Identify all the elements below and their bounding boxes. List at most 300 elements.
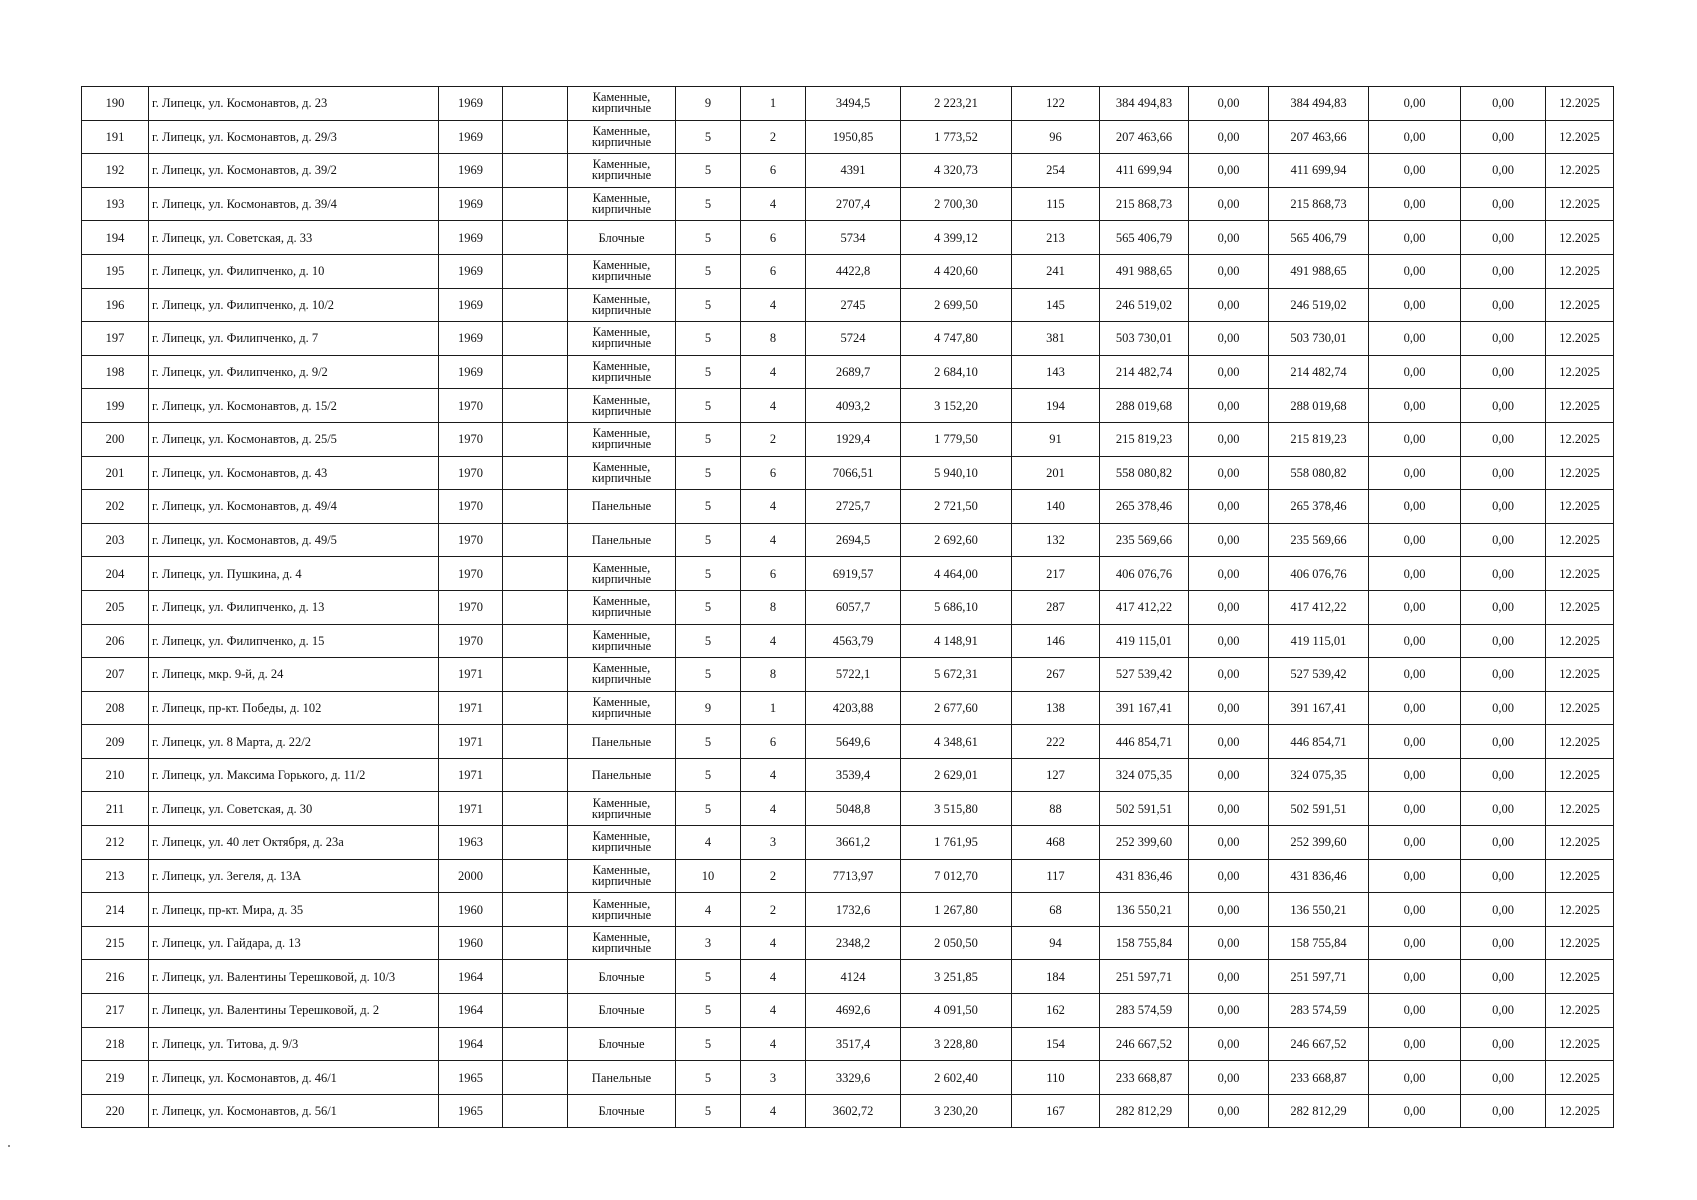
total-area-cell: 3539,4 [806, 758, 901, 792]
table-row [82, 893, 1614, 927]
entrances-cell: 8 [741, 322, 806, 356]
address-cell: г. Липецк, ул. Советская, д. 30 [149, 792, 439, 826]
total-area-cell: 3602,72 [806, 1094, 901, 1128]
entrances-cell: 6 [741, 557, 806, 591]
document-sheet [81, 86, 1613, 1128]
fund-d-cell: 0,00 [1461, 389, 1546, 423]
total-area-cell: 3329,6 [806, 1061, 901, 1095]
year-built-cell: 1969 [439, 322, 503, 356]
fund-a-cell: 0,00 [1189, 254, 1269, 288]
row-number: 195 [82, 254, 149, 288]
table-row [82, 288, 1614, 322]
residents-cell: 381 [1012, 322, 1100, 356]
fund-a-cell: 0,00 [1189, 758, 1269, 792]
empty-cell [503, 389, 568, 423]
floors-cell: 5 [676, 355, 741, 389]
fund-a-cell: 0,00 [1189, 1027, 1269, 1061]
address-cell: г. Липецк, ул. Максима Горького, д. 11/2 [149, 758, 439, 792]
entrances-cell: 6 [741, 725, 806, 759]
address-cell: г. Липецк, ул. Филипченко, д. 15 [149, 624, 439, 658]
residents-cell: 117 [1012, 859, 1100, 893]
fund-c-cell: 0,00 [1369, 826, 1461, 860]
fund-a-cell: 0,00 [1189, 322, 1269, 356]
wall-material-cell: Каменные, кирпичные [568, 624, 676, 658]
table-row [82, 926, 1614, 960]
row-number: 191 [82, 120, 149, 154]
fund-c-cell: 0,00 [1369, 456, 1461, 490]
deadline-cell: 12.2025 [1546, 87, 1614, 121]
total-cost-cell: 491 988,65 [1100, 254, 1189, 288]
total-cost-cell: 265 378,46 [1100, 490, 1189, 524]
total-area-cell: 2707,4 [806, 187, 901, 221]
total-area-cell: 4391 [806, 154, 901, 188]
row-number: 194 [82, 221, 149, 255]
residents-cell: 194 [1012, 389, 1100, 423]
fund-c-cell: 0,00 [1369, 926, 1461, 960]
fund-a-cell: 0,00 [1189, 557, 1269, 591]
year-built-cell: 1964 [439, 1027, 503, 1061]
wall-material-cell: Каменные, кирпичные [568, 590, 676, 624]
fund-c-cell: 0,00 [1369, 590, 1461, 624]
fund-b-cell: 233 668,87 [1269, 1061, 1369, 1095]
table-row [82, 120, 1614, 154]
fund-c-cell: 0,00 [1369, 523, 1461, 557]
total-cost-cell: 411 699,94 [1100, 154, 1189, 188]
address-cell: г. Липецк, ул. Космонавтов, д. 49/5 [149, 523, 439, 557]
total-cost-cell: 419 115,01 [1100, 624, 1189, 658]
fund-c-cell: 0,00 [1369, 1094, 1461, 1128]
table-row [82, 322, 1614, 356]
fund-b-cell: 565 406,79 [1269, 221, 1369, 255]
fund-c-cell: 0,00 [1369, 658, 1461, 692]
empty-cell [503, 658, 568, 692]
entrances-cell: 6 [741, 221, 806, 255]
entrances-cell: 8 [741, 590, 806, 624]
deadline-cell: 12.2025 [1546, 523, 1614, 557]
living-area-cell: 1 761,95 [901, 826, 1012, 860]
deadline-cell: 12.2025 [1546, 826, 1614, 860]
wall-material-cell: Каменные, кирпичные [568, 154, 676, 188]
entrances-cell: 2 [741, 859, 806, 893]
empty-cell [503, 523, 568, 557]
fund-b-cell: 419 115,01 [1269, 624, 1369, 658]
fund-d-cell: 0,00 [1461, 87, 1546, 121]
living-area-cell: 4 320,73 [901, 154, 1012, 188]
fund-d-cell: 0,00 [1461, 355, 1546, 389]
row-number: 205 [82, 590, 149, 624]
fund-c-cell: 0,00 [1369, 1061, 1461, 1095]
deadline-cell: 12.2025 [1546, 389, 1614, 423]
fund-d-cell: 0,00 [1461, 624, 1546, 658]
table-row [82, 960, 1614, 994]
fund-a-cell: 0,00 [1189, 422, 1269, 456]
table-row [82, 557, 1614, 591]
address-cell: г. Липецк, ул. Филипченко, д. 7 [149, 322, 439, 356]
wall-material-cell: Панельные [568, 758, 676, 792]
floors-cell: 5 [676, 960, 741, 994]
row-number: 193 [82, 187, 149, 221]
deadline-cell: 12.2025 [1546, 322, 1614, 356]
entrances-cell: 4 [741, 792, 806, 826]
residents-cell: 96 [1012, 120, 1100, 154]
living-area-cell: 2 699,50 [901, 288, 1012, 322]
residents-cell: 154 [1012, 1027, 1100, 1061]
fund-c-cell: 0,00 [1369, 389, 1461, 423]
deadline-cell: 12.2025 [1546, 758, 1614, 792]
deadline-cell: 12.2025 [1546, 994, 1614, 1028]
fund-c-cell: 0,00 [1369, 120, 1461, 154]
year-built-cell: 1963 [439, 826, 503, 860]
fund-d-cell: 0,00 [1461, 658, 1546, 692]
residents-cell: 241 [1012, 254, 1100, 288]
floors-cell: 9 [676, 87, 741, 121]
fund-b-cell: 246 519,02 [1269, 288, 1369, 322]
total-area-cell: 5649,6 [806, 725, 901, 759]
wall-material-cell: Каменные, кирпичные [568, 691, 676, 725]
deadline-cell: 12.2025 [1546, 557, 1614, 591]
deadline-cell: 12.2025 [1546, 288, 1614, 322]
fund-b-cell: 158 755,84 [1269, 926, 1369, 960]
fund-c-cell: 0,00 [1369, 557, 1461, 591]
table-row [82, 1061, 1614, 1095]
floors-cell: 5 [676, 1094, 741, 1128]
table-row [82, 758, 1614, 792]
entrances-cell: 4 [741, 187, 806, 221]
row-number: 201 [82, 456, 149, 490]
row-number: 219 [82, 1061, 149, 1095]
entrances-cell: 4 [741, 523, 806, 557]
total-area-cell: 1950,85 [806, 120, 901, 154]
total-cost-cell: 207 463,66 [1100, 120, 1189, 154]
fund-c-cell: 0,00 [1369, 87, 1461, 121]
address-cell: г. Липецк, ул. Космонавтов, д. 15/2 [149, 389, 439, 423]
fund-c-cell: 0,00 [1369, 859, 1461, 893]
living-area-cell: 1 773,52 [901, 120, 1012, 154]
table-row [82, 422, 1614, 456]
floors-cell: 5 [676, 120, 741, 154]
entrances-cell: 2 [741, 893, 806, 927]
fund-a-cell: 0,00 [1189, 590, 1269, 624]
floors-cell: 5 [676, 658, 741, 692]
year-built-cell: 1970 [439, 590, 503, 624]
floors-cell: 5 [676, 1027, 741, 1061]
residents-cell: 267 [1012, 658, 1100, 692]
deadline-cell: 12.2025 [1546, 725, 1614, 759]
residents-cell: 132 [1012, 523, 1100, 557]
fund-a-cell: 0,00 [1189, 120, 1269, 154]
address-cell: г. Липецк, ул. Космонавтов, д. 56/1 [149, 1094, 439, 1128]
wall-material-cell: Каменные, кирпичные [568, 120, 676, 154]
fund-b-cell: 252 399,60 [1269, 826, 1369, 860]
fund-d-cell: 0,00 [1461, 926, 1546, 960]
year-built-cell: 1970 [439, 456, 503, 490]
fund-b-cell: 417 412,22 [1269, 590, 1369, 624]
fund-d-cell: 0,00 [1461, 120, 1546, 154]
address-cell: г. Липецк, ул. Гайдара, д. 13 [149, 926, 439, 960]
fund-c-cell: 0,00 [1369, 994, 1461, 1028]
total-cost-cell: 527 539,42 [1100, 658, 1189, 692]
floors-cell: 4 [676, 893, 741, 927]
row-number: 200 [82, 422, 149, 456]
fund-a-cell: 0,00 [1189, 792, 1269, 826]
entrances-cell: 6 [741, 154, 806, 188]
total-area-cell: 2348,2 [806, 926, 901, 960]
floors-cell: 5 [676, 389, 741, 423]
floors-cell: 5 [676, 288, 741, 322]
deadline-cell: 12.2025 [1546, 154, 1614, 188]
entrances-cell: 4 [741, 960, 806, 994]
fund-a-cell: 0,00 [1189, 389, 1269, 423]
residents-cell: 167 [1012, 1094, 1100, 1128]
total-cost-cell: 235 569,66 [1100, 523, 1189, 557]
total-area-cell: 4692,6 [806, 994, 901, 1028]
fund-b-cell: 282 812,29 [1269, 1094, 1369, 1128]
fund-c-cell: 0,00 [1369, 490, 1461, 524]
empty-cell [503, 893, 568, 927]
wall-material-cell: Каменные, кирпичные [568, 254, 676, 288]
total-area-cell: 3517,4 [806, 1027, 901, 1061]
fund-a-cell: 0,00 [1189, 658, 1269, 692]
total-cost-cell: 417 412,22 [1100, 590, 1189, 624]
residents-cell: 115 [1012, 187, 1100, 221]
empty-cell [503, 288, 568, 322]
table-row [82, 725, 1614, 759]
fund-b-cell: 214 482,74 [1269, 355, 1369, 389]
deadline-cell: 12.2025 [1546, 960, 1614, 994]
row-number: 217 [82, 994, 149, 1028]
fund-a-cell: 0,00 [1189, 994, 1269, 1028]
fund-d-cell: 0,00 [1461, 254, 1546, 288]
year-built-cell: 1970 [439, 389, 503, 423]
fund-d-cell: 0,00 [1461, 154, 1546, 188]
wall-material-cell: Блочные [568, 960, 676, 994]
year-built-cell: 1969 [439, 355, 503, 389]
table-row [82, 691, 1614, 725]
fund-d-cell: 0,00 [1461, 322, 1546, 356]
fund-c-cell: 0,00 [1369, 960, 1461, 994]
living-area-cell: 2 602,40 [901, 1061, 1012, 1095]
empty-cell [503, 725, 568, 759]
floors-cell: 5 [676, 624, 741, 658]
table-row [82, 87, 1614, 121]
deadline-cell: 12.2025 [1546, 624, 1614, 658]
floors-cell: 5 [676, 154, 741, 188]
wall-material-cell: Каменные, кирпичные [568, 389, 676, 423]
empty-cell [503, 557, 568, 591]
total-cost-cell: 136 550,21 [1100, 893, 1189, 927]
total-area-cell: 5724 [806, 322, 901, 356]
entrances-cell: 4 [741, 926, 806, 960]
living-area-cell: 3 251,85 [901, 960, 1012, 994]
total-area-cell: 1732,6 [806, 893, 901, 927]
address-cell: г. Липецк, ул. 8 Марта, д. 22/2 [149, 725, 439, 759]
living-area-cell: 7 012,70 [901, 859, 1012, 893]
entrances-cell: 3 [741, 1061, 806, 1095]
empty-cell [503, 154, 568, 188]
address-cell: г. Липецк, ул. Космонавтов, д. 29/3 [149, 120, 439, 154]
fund-c-cell: 0,00 [1369, 893, 1461, 927]
floors-cell: 5 [676, 187, 741, 221]
table-row [82, 1027, 1614, 1061]
scan-artifact [8, 1145, 10, 1147]
address-cell: г. Липецк, ул. Титова, д. 9/3 [149, 1027, 439, 1061]
table-row [82, 1094, 1614, 1128]
fund-d-cell: 0,00 [1461, 691, 1546, 725]
entrances-cell: 4 [741, 355, 806, 389]
total-area-cell: 6057,7 [806, 590, 901, 624]
row-number: 198 [82, 355, 149, 389]
fund-b-cell: 391 167,41 [1269, 691, 1369, 725]
total-cost-cell: 214 482,74 [1100, 355, 1189, 389]
row-number: 220 [82, 1094, 149, 1128]
deadline-cell: 12.2025 [1546, 355, 1614, 389]
total-cost-cell: 431 836,46 [1100, 859, 1189, 893]
address-cell: г. Липецк, пр-кт. Победы, д. 102 [149, 691, 439, 725]
row-number: 202 [82, 490, 149, 524]
total-cost-cell: 391 167,41 [1100, 691, 1189, 725]
address-cell: г. Липецк, ул. Филипченко, д. 13 [149, 590, 439, 624]
floors-cell: 5 [676, 456, 741, 490]
fund-b-cell: 215 819,23 [1269, 422, 1369, 456]
year-built-cell: 1969 [439, 221, 503, 255]
floors-cell: 5 [676, 725, 741, 759]
residents-cell: 213 [1012, 221, 1100, 255]
fund-b-cell: 251 597,71 [1269, 960, 1369, 994]
residents-cell: 162 [1012, 994, 1100, 1028]
fund-b-cell: 246 667,52 [1269, 1027, 1369, 1061]
fund-b-cell: 136 550,21 [1269, 893, 1369, 927]
fund-c-cell: 0,00 [1369, 254, 1461, 288]
fund-a-cell: 0,00 [1189, 523, 1269, 557]
living-area-cell: 1 779,50 [901, 422, 1012, 456]
deadline-cell: 12.2025 [1546, 859, 1614, 893]
wall-material-cell: Каменные, кирпичные [568, 422, 676, 456]
year-built-cell: 1960 [439, 926, 503, 960]
empty-cell [503, 590, 568, 624]
deadline-cell: 12.2025 [1546, 456, 1614, 490]
empty-cell [503, 120, 568, 154]
fund-d-cell: 0,00 [1461, 1094, 1546, 1128]
floors-cell: 10 [676, 859, 741, 893]
deadline-cell: 12.2025 [1546, 1061, 1614, 1095]
floors-cell: 5 [676, 490, 741, 524]
wall-material-cell: Блочные [568, 221, 676, 255]
wall-material-cell: Блочные [568, 994, 676, 1028]
row-number: 215 [82, 926, 149, 960]
total-area-cell: 4124 [806, 960, 901, 994]
empty-cell [503, 960, 568, 994]
floors-cell: 4 [676, 826, 741, 860]
fund-c-cell: 0,00 [1369, 422, 1461, 456]
residents-cell: 201 [1012, 456, 1100, 490]
table-row [82, 456, 1614, 490]
address-cell: г. Липецк, пр-кт. Мира, д. 35 [149, 893, 439, 927]
year-built-cell: 2000 [439, 859, 503, 893]
total-area-cell: 5048,8 [806, 792, 901, 826]
total-cost-cell: 502 591,51 [1100, 792, 1189, 826]
living-area-cell: 2 629,01 [901, 758, 1012, 792]
table-row [82, 187, 1614, 221]
fund-d-cell: 0,00 [1461, 994, 1546, 1028]
empty-cell [503, 1061, 568, 1095]
row-number: 192 [82, 154, 149, 188]
fund-b-cell: 265 378,46 [1269, 490, 1369, 524]
wall-material-cell: Блочные [568, 1094, 676, 1128]
total-area-cell: 6919,57 [806, 557, 901, 591]
living-area-cell: 2 692,60 [901, 523, 1012, 557]
fund-d-cell: 0,00 [1461, 523, 1546, 557]
wall-material-cell: Каменные, кирпичные [568, 187, 676, 221]
total-area-cell: 3494,5 [806, 87, 901, 121]
total-area-cell: 4563,79 [806, 624, 901, 658]
row-number: 204 [82, 557, 149, 591]
fund-c-cell: 0,00 [1369, 221, 1461, 255]
year-built-cell: 1969 [439, 87, 503, 121]
address-cell: г. Липецк, ул. Космонавтов, д. 43 [149, 456, 439, 490]
wall-material-cell: Каменные, кирпичные [568, 826, 676, 860]
total-cost-cell: 384 494,83 [1100, 87, 1189, 121]
total-cost-cell: 246 667,52 [1100, 1027, 1189, 1061]
fund-a-cell: 0,00 [1189, 826, 1269, 860]
fund-c-cell: 0,00 [1369, 725, 1461, 759]
residents-cell: 122 [1012, 87, 1100, 121]
floors-cell: 5 [676, 422, 741, 456]
living-area-cell: 4 148,91 [901, 624, 1012, 658]
living-area-cell: 1 267,80 [901, 893, 1012, 927]
floors-cell: 5 [676, 1061, 741, 1095]
table-row [82, 254, 1614, 288]
fund-d-cell: 0,00 [1461, 893, 1546, 927]
deadline-cell: 12.2025 [1546, 590, 1614, 624]
year-built-cell: 1965 [439, 1061, 503, 1095]
year-built-cell: 1969 [439, 120, 503, 154]
empty-cell [503, 926, 568, 960]
deadline-cell: 12.2025 [1546, 926, 1614, 960]
deadline-cell: 12.2025 [1546, 658, 1614, 692]
year-built-cell: 1960 [439, 893, 503, 927]
living-area-cell: 2 684,10 [901, 355, 1012, 389]
fund-b-cell: 288 019,68 [1269, 389, 1369, 423]
total-area-cell: 7066,51 [806, 456, 901, 490]
total-area-cell: 1929,4 [806, 422, 901, 456]
fund-b-cell: 431 836,46 [1269, 859, 1369, 893]
entrances-cell: 4 [741, 389, 806, 423]
fund-a-cell: 0,00 [1189, 456, 1269, 490]
table-row [82, 389, 1614, 423]
total-cost-cell: 215 819,23 [1100, 422, 1189, 456]
fund-a-cell: 0,00 [1189, 926, 1269, 960]
year-built-cell: 1969 [439, 187, 503, 221]
table-row [82, 792, 1614, 826]
fund-d-cell: 0,00 [1461, 288, 1546, 322]
deadline-cell: 12.2025 [1546, 893, 1614, 927]
row-number: 190 [82, 87, 149, 121]
fund-c-cell: 0,00 [1369, 758, 1461, 792]
total-area-cell: 3661,2 [806, 826, 901, 860]
wall-material-cell: Каменные, кирпичные [568, 288, 676, 322]
fund-c-cell: 0,00 [1369, 792, 1461, 826]
entrances-cell: 6 [741, 254, 806, 288]
residents-cell: 88 [1012, 792, 1100, 826]
wall-material-cell: Каменные, кирпичные [568, 792, 676, 826]
row-number: 197 [82, 322, 149, 356]
wall-material-cell: Каменные, кирпичные [568, 658, 676, 692]
residents-cell: 138 [1012, 691, 1100, 725]
table-row [82, 826, 1614, 860]
empty-cell [503, 187, 568, 221]
living-area-cell: 4 747,80 [901, 322, 1012, 356]
living-area-cell: 3 230,20 [901, 1094, 1012, 1128]
